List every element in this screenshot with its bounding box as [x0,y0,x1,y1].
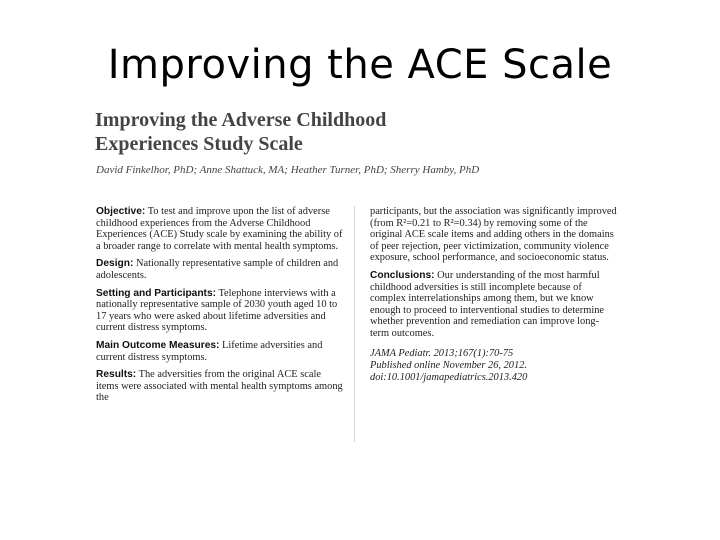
section-heading: Results: [96,369,137,381]
abstract-section-setting [96,288,345,334]
section-text: To test and improve upon the list of adverse childhood experiences from the Adverse Childhood Experiences (ACE) Study scale by examining the ability of a broader range to correlate with mental health symptoms. [96,206,343,252]
abstract-left-column [96,206,345,410]
paper-title [95,108,615,156]
abstract-right-column [370,206,618,384]
section-heading: Setting and Participants: [96,287,217,299]
section-text: Nationally representative sample of children and adolescents. [96,258,339,281]
section-heading: Objective: [96,206,146,217]
abstract-section-conclusions [370,270,618,340]
abstract-section-results [96,369,345,404]
section-text: Lifetime adversities and current distress symptoms. [96,339,323,363]
citation-doi: doi:10.1001/jamapediatrics.2013.420 [370,371,528,383]
section-text: Our understanding of the most harmful childhood adversities is still incomplete because of complex interrelationships among them, but we know enough to proceed to interventional studies to determine whether prevention and remediation can improve long-term outcomes. [370,269,605,339]
paper-authors: David Finkelhor, PhD; Anne Shattuck, MA; Heather Turner, PhD; Sherry Hamby, PhD [96,164,480,176]
citation [370,348,618,385]
section-heading: Conclusions: [370,269,435,281]
abstract-section-objective [96,206,345,252]
paper-title-line-2: Experiences Study Scale [95,133,303,155]
abstract-section-design [96,258,345,281]
citation-journal: JAMA Pediatr. 2013;167(1):70-75 [370,347,514,359]
slide-title: Improving the ACE Scale [107,42,613,88]
section-text: The adversities from the original ACE scale items were associated with mental health symptoms among the [96,369,343,404]
section-text: participants, but the association was significantly improved (from R²=0.21 to R²=0.34) by removing some of the original ACE scale items and adding others in the domains of peer rejection, peer victimization, community violence exposure, school performance, and socioeconomic status. [370,206,617,264]
column-divider [354,206,355,442]
section-heading: Main Outcome Measures: [96,339,220,351]
paper-title-line-1: Improving the Adverse Childhood [95,109,387,131]
abstract-section-results-continued [370,206,618,264]
abstract-section-outcomes [96,340,345,363]
paper-excerpt [92,106,632,446]
section-text: Telephone interviews with a nationally representative sample of 2030 youth aged 10 to 17 years who were asked about lifetime adversities and current distress symptoms. [96,287,338,334]
section-heading: Design: [96,258,134,270]
citation-published: Published online November 26, 2012. [370,359,527,371]
